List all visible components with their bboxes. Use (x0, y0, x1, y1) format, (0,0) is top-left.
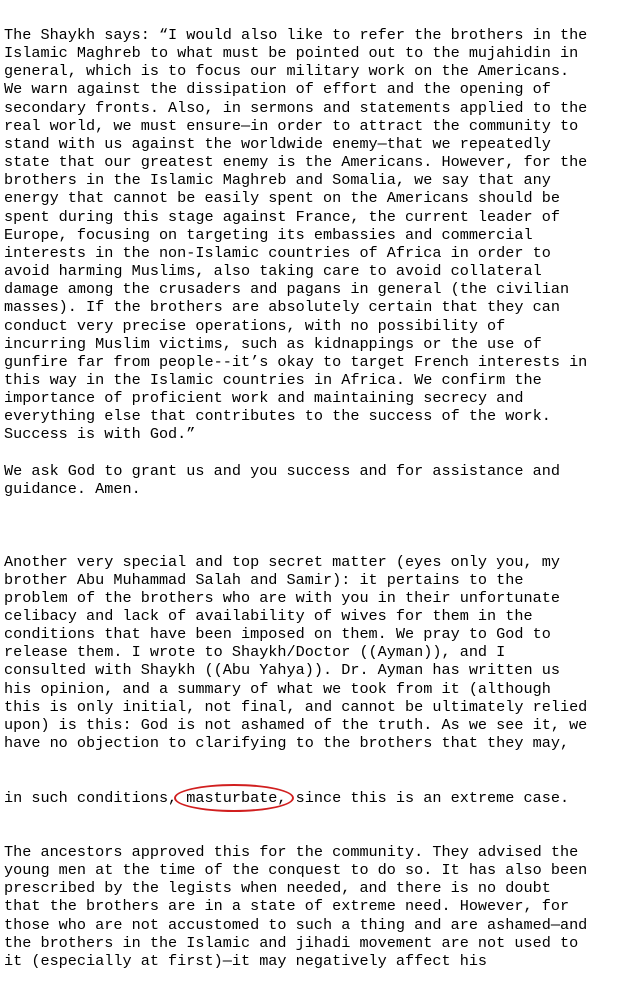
text-line: everything else that contributes to the success of the work. (4, 407, 551, 426)
text-line: We ask God to grant us and you success and for assistance and (4, 461, 560, 480)
paragraph-shaykh-quote (4, 26, 634, 444)
text-line: general, which is to focus our military work on the Americans. (4, 62, 570, 81)
document-page (4, 26, 634, 1006)
text-line: spent during this stage against France, the current leader of (4, 207, 560, 226)
text-line: conditions that have been imposed on them. We pray to God to (4, 625, 551, 644)
text-line: consulted with Shaykh ((Abu Yahya)). Dr. Ayman has written us (4, 661, 560, 680)
text-line: young men at the time of the conquest to do so. It has also been (4, 861, 588, 880)
text-line: conduct very precise operations, with no possibility of (4, 316, 506, 335)
text-line: have no objection to clarifying to the brothers that they may, (4, 734, 570, 753)
text-line: energy that cannot be easily spent on the Americans should be (4, 189, 560, 208)
text-line: gunfire far from people--it’s okay to target French interests in (4, 352, 588, 371)
text-line: Islamic Maghreb to what must be pointed out to the mujahidin in (4, 44, 579, 63)
text-line: brothers in the Islamic Maghreb and Somalia, we say that any (4, 171, 551, 190)
text-line: problem of the brothers who are with you in their unfortunate (4, 588, 560, 607)
text-line: incurring Muslim victims, such as kidnappings or the use of (4, 334, 542, 353)
text-line: We warn against the dissipation of effort and the opening of (4, 80, 551, 99)
text-line: guidance. Amen. (4, 479, 141, 498)
paragraph-gap (4, 444, 634, 462)
text-segment: in such conditions, (4, 788, 187, 807)
text-line: this way in the Islamic countries in Africa. We confirm the (4, 370, 542, 389)
text-line: Europe, focusing on targeting its embassies and commercial (4, 225, 533, 244)
text-segment: since this is an extreme case. (286, 788, 570, 807)
text-line: real world, we must ensure—in order to attract the community to (4, 116, 579, 135)
text-line: avoid harming Muslims, also taking care to avoid collateral (4, 262, 542, 281)
text-line: it (especially at first)—it may negatively affect his (4, 951, 488, 970)
paragraph-secret-matter (4, 516, 634, 1006)
text-line: state that our greatest enemy is the Americans. However, for the (4, 153, 588, 172)
text-line: release them. I wrote to Shaykh/Doctor ((Ayman)), and I (4, 643, 506, 662)
paragraph-prayer (4, 462, 634, 498)
text-line: importance of proficient work and maintaining secrecy and (4, 389, 524, 408)
text-line: Success is with God.” (4, 425, 196, 444)
circled-word (186, 789, 286, 807)
text-line: his opinion, and a summary of what we took from it (although (4, 679, 551, 698)
text-line: prescribed by the legists when needed, and there is no doubt (4, 879, 551, 898)
text-line: The ancestors approved this for the community. They advised the (4, 843, 579, 861)
text-line: The Shaykh says: “I would also like to refer the brothers in the (4, 26, 588, 44)
text-line: the brothers in the Islamic and jihadi movement are not used to (4, 933, 579, 952)
text-line: upon) is this: God is not ashamed of the truth. As we see it, we (4, 715, 588, 734)
text-line: secondary fronts. Also, in sermons and statements applied to the (4, 98, 588, 117)
text-line: those who are not accustomed to such a thing and are ashamed—and (4, 915, 588, 934)
paragraph-gap (4, 498, 634, 516)
text-line-marked (4, 789, 634, 807)
text-line: celibacy and lack of availability of wives for them in the (4, 606, 533, 625)
text-line: that the brothers are in a state of extreme need. However, for (4, 897, 570, 916)
text-line: stand with us against the worldwide enemy—that we repeatedly (4, 134, 551, 153)
text-line: damage among the crusaders and pagans in general (the civilian (4, 280, 570, 299)
text-line: masses). If the brothers are absolutely certain that they can (4, 298, 560, 317)
text-line: interests in the non-Islamic countries of Africa in order to (4, 243, 551, 262)
text-line: this is only initial, not final, and cannot be ultimately relied (4, 697, 588, 716)
circled-word-text: masturbate, (186, 788, 287, 807)
text-line: Another very special and top secret matter (eyes only you, my (4, 552, 560, 571)
text-line: brother Abu Muhammad Salah and Samir): it pertains to the (4, 570, 524, 589)
